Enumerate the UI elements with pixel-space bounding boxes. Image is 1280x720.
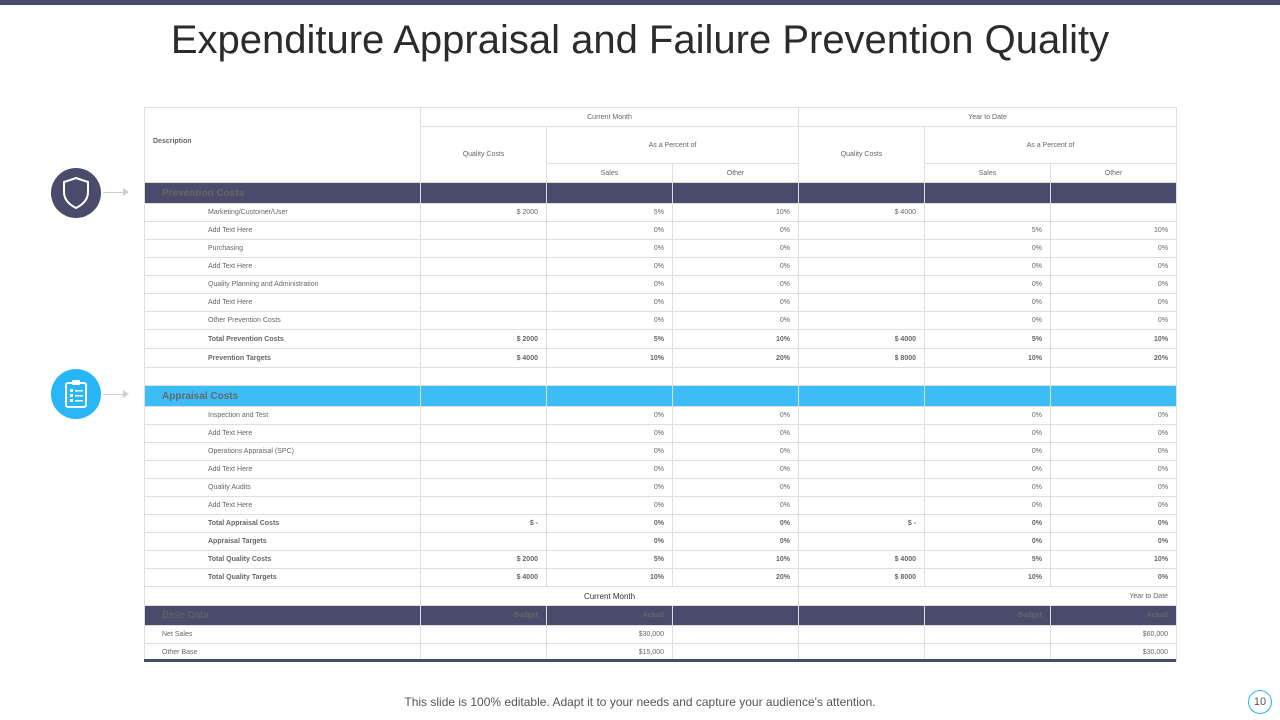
cell-cm-sales: 0% [547,515,673,533]
section-fill-cell [673,386,799,407]
cell-cm-qc [421,533,547,551]
current-month-header: Current Month [421,108,799,127]
page-number: 10 [1248,690,1272,714]
row-description: Net Sales [145,626,421,644]
row-description: Total Quality Costs [145,551,421,569]
section-fill-cell [925,183,1051,204]
cell-ytd-qc [799,222,925,240]
row-description: Add Text Here [145,497,421,515]
cell-ytd-qc [799,276,925,294]
section-fill-cell [925,386,1051,407]
cell-cm-qc [421,425,547,443]
description-header: Description [145,108,421,183]
prevention-arrow-icon [123,188,129,196]
table-row [145,312,1177,330]
cell-ytd-other: 0% [1051,258,1177,276]
cell-ytd-qc [799,497,925,515]
cell-cm-other: 0% [673,240,799,258]
cell-cm-qc: $ 2000 [421,330,547,349]
cell-cm-sales: 10% [547,569,673,587]
table-row [145,407,1177,425]
base-data-label: Base Data [145,606,421,626]
cell-ytd-sales: 5% [925,551,1051,569]
cell-cm-sales: 5% [547,551,673,569]
row-description: Add Text Here [145,294,421,312]
row-description: Total Prevention Costs [145,330,421,349]
cell-ytd-qc [799,443,925,461]
cell-ytd-actual: $60,000 [1051,626,1177,644]
cell-ytd-sales: 5% [925,330,1051,349]
cell-cm-sales: 5% [547,204,673,222]
cell-cm-actual: $30,000 [547,626,673,644]
table-row [145,294,1177,312]
prevention-section-header-label: Prevention Costs [145,183,421,204]
base-current-month-label: Current Month [421,587,799,606]
base-data-header [145,606,1177,626]
section-fill-cell [1051,386,1177,407]
table-bottom-rule [144,659,1176,662]
cell-cm-other: 0% [673,312,799,330]
cell-cm-other: 0% [673,258,799,276]
checklist-icon [51,369,101,419]
appraisal-arrow-icon [123,390,129,398]
base-year-to-date-label: Year to Date [799,587,1177,606]
cell-cm-qc [421,443,547,461]
empty-cell [799,626,925,644]
ytd-quality-costs-header: Quality Costs [799,127,925,183]
cell-ytd-qc: $ 4000 [799,551,925,569]
cell-cm-sales: 0% [547,425,673,443]
cell-ytd-other: 0% [1051,276,1177,294]
cell-cm-other: 0% [673,497,799,515]
table-row [145,461,1177,479]
table-row [145,204,1177,222]
cell-ytd-other [1051,204,1177,222]
ytd-other-header: Other [1051,164,1177,183]
empty-cell [421,368,547,386]
cm-sales-header: Sales [547,164,673,183]
cell-ytd-other: 0% [1051,461,1177,479]
row-description: Purchasing [145,240,421,258]
cell-cm-budget [421,626,547,644]
cell-cm-qc [421,312,547,330]
cell-ytd-qc [799,240,925,258]
row-description: Marketing/Customer/User [145,204,421,222]
cell-ytd-other: 10% [1051,222,1177,240]
cm-percent-header: As a Percent of [547,127,799,164]
cell-cm-qc [421,479,547,497]
cell-ytd-other: 0% [1051,533,1177,551]
table-row [145,626,1177,644]
ytd-budget-header: Budget [925,606,1051,626]
cell-ytd-actual: $30,000 [1051,644,1177,662]
table-row [145,240,1177,258]
cell-cm-other: 10% [673,551,799,569]
cell-cm-qc: $ 4000 [421,349,547,368]
cell-ytd-other: 0% [1051,407,1177,425]
cell-ytd-sales: 0% [925,312,1051,330]
row-description: Total Appraisal Costs [145,515,421,533]
cell-ytd-other: 0% [1051,497,1177,515]
cell-ytd-other: 0% [1051,240,1177,258]
cell-cm-other: 10% [673,204,799,222]
cell-cm-sales: 0% [547,443,673,461]
cell-cm-sales: 0% [547,312,673,330]
cell-ytd-sales: 0% [925,479,1051,497]
cell-cm-qc: $ 2000 [421,551,547,569]
cell-cm-qc [421,407,547,425]
row-description: Other Base [145,644,421,662]
year-to-date-header: Year to Date [799,108,1177,127]
empty-cell [673,368,799,386]
slide-title: Expenditure Appraisal and Failure Prevention Quality [170,18,1110,62]
table-row [145,425,1177,443]
cell-cm-sales: 0% [547,222,673,240]
ytd-actual-header: Actual [1051,606,1177,626]
cell-ytd-sales: 0% [925,407,1051,425]
cell-ytd-sales: 0% [925,533,1051,551]
empty-cell [799,606,925,626]
ytd-sales-header: Sales [925,164,1051,183]
cell-ytd-other: 20% [1051,349,1177,368]
cell-ytd-sales: 0% [925,461,1051,479]
cell-cm-qc [421,240,547,258]
row-description: Operations Appraisal (SPC) [145,443,421,461]
section-fill-cell [421,386,547,407]
empty-cell [673,606,799,626]
shield-icon [51,168,101,218]
cell-ytd-other: 0% [1051,425,1177,443]
cell-cm-qc: $ - [421,515,547,533]
row-description: Add Text Here [145,425,421,443]
cell-cm-other: 0% [673,425,799,443]
cell-ytd-sales: 0% [925,515,1051,533]
section-fill-cell [1051,183,1177,204]
cm-budget-header: Budget [421,606,547,626]
cell-ytd-qc [799,533,925,551]
table-row [145,276,1177,294]
empty-cell [673,626,799,644]
cell-cm-other: 0% [673,515,799,533]
cm-actual-header: Actual [547,606,673,626]
cell-cm-sales: 10% [547,349,673,368]
cell-ytd-budget [925,626,1051,644]
table-row [145,222,1177,240]
cell-ytd-sales: 0% [925,240,1051,258]
cell-ytd-other: 10% [1051,551,1177,569]
cell-cm-qc [421,258,547,276]
appraisal-section-header [145,386,1177,407]
cell-cm-qc: $ 4000 [421,569,547,587]
cell-ytd-other: 10% [1051,330,1177,349]
cell-ytd-sales: 0% [925,497,1051,515]
table-row [145,533,1177,551]
cell-cm-other: 0% [673,479,799,497]
cell-ytd-qc: $ 4000 [799,330,925,349]
cell-cm-other: 0% [673,533,799,551]
cell-ytd-qc [799,461,925,479]
cell-ytd-qc [799,425,925,443]
footer-note: This slide is 100% editable. Adapt it to your needs and capture your audience's attention. [404,695,876,709]
cell-ytd-other: 0% [1051,479,1177,497]
cm-quality-costs-header: Quality Costs [421,127,547,183]
row-description: Add Text Here [145,222,421,240]
cell-cm-other: 20% [673,569,799,587]
quality-cost-table [144,107,1177,662]
row-description: Total Quality Targets [145,569,421,587]
section-fill-cell [799,386,925,407]
empty-cell [145,368,421,386]
cell-cm-sales: 5% [547,330,673,349]
cell-cm-qc [421,276,547,294]
row-description: Add Text Here [145,258,421,276]
row-description: Quality Audits [145,479,421,497]
row-description: Other Prevention Costs [145,312,421,330]
section-fill-cell [421,183,547,204]
cell-ytd-qc [799,258,925,276]
table-row [145,515,1177,533]
cell-ytd-other: 0% [1051,443,1177,461]
cell-ytd-sales: 10% [925,569,1051,587]
cell-cm-sales: 0% [547,533,673,551]
cell-ytd-other: 0% [1051,312,1177,330]
prevention-connector [103,192,123,193]
cell-ytd-other: 0% [1051,569,1177,587]
spacer-row [145,368,1177,386]
table-row [145,479,1177,497]
table-row [145,497,1177,515]
cell-cm-qc [421,294,547,312]
cell-cm-sales: 0% [547,240,673,258]
cell-cm-qc [421,461,547,479]
cell-cm-sales: 0% [547,479,673,497]
cell-ytd-qc: $ 8000 [799,569,925,587]
cell-cm-sales: 0% [547,407,673,425]
table-row [145,443,1177,461]
cell-cm-other: 0% [673,294,799,312]
cell-cm-actual: $15,000 [547,644,673,662]
row-description: Quality Planning and Administration [145,276,421,294]
cell-cm-sales: 0% [547,497,673,515]
cell-ytd-sales [925,204,1051,222]
cell-cm-other: 20% [673,349,799,368]
cell-cm-qc [421,222,547,240]
cell-cm-sales: 0% [547,461,673,479]
row-description: Inspection and Test [145,407,421,425]
cell-cm-other: 0% [673,222,799,240]
section-fill-cell [673,183,799,204]
cell-cm-sales: 0% [547,258,673,276]
cell-cm-other: 0% [673,276,799,294]
cell-ytd-sales: 0% [925,294,1051,312]
cell-cm-sales: 0% [547,276,673,294]
cell-ytd-sales: 5% [925,222,1051,240]
cell-ytd-sales: 0% [925,276,1051,294]
row-description: Prevention Targets [145,349,421,368]
cell-ytd-qc: $ - [799,515,925,533]
empty-cell [1051,368,1177,386]
appraisal-section-header-label: Appraisal Costs [145,386,421,407]
cell-cm-other: 0% [673,407,799,425]
cell-cm-qc: $ 2000 [421,204,547,222]
cell-ytd-qc [799,312,925,330]
cell-ytd-qc [799,294,925,312]
row-description: Appraisal Targets [145,533,421,551]
prevention-section-header [145,183,1177,204]
top-accent-bar [0,0,1280,5]
cell-ytd-qc [799,407,925,425]
section-fill-cell [547,183,673,204]
ytd-percent-header: As a Percent of [925,127,1177,164]
cell-ytd-sales: 0% [925,425,1051,443]
table-row [145,330,1177,349]
cell-ytd-qc [799,479,925,497]
cell-cm-other: 10% [673,330,799,349]
cell-ytd-qc: $ 8000 [799,349,925,368]
cell-cm-sales: 0% [547,294,673,312]
cell-cm-other: 0% [673,443,799,461]
cm-other-header: Other [673,164,799,183]
table-row [145,349,1177,368]
table-row [145,258,1177,276]
empty-cell [547,368,673,386]
cell-cm-qc [421,497,547,515]
table-row [145,551,1177,569]
empty-cell [925,368,1051,386]
cell-ytd-sales: 10% [925,349,1051,368]
base-period-row [145,587,1177,606]
cell-cm-other: 0% [673,461,799,479]
row-description: Add Text Here [145,461,421,479]
cell-ytd-other: 0% [1051,294,1177,312]
cell-ytd-other: 0% [1051,515,1177,533]
empty-cell [799,368,925,386]
empty-cell [145,587,421,606]
table-row [145,569,1177,587]
section-fill-cell [799,183,925,204]
section-fill-cell [547,386,673,407]
cell-ytd-sales: 0% [925,443,1051,461]
cell-ytd-sales: 0% [925,258,1051,276]
cell-ytd-qc: $ 4000 [799,204,925,222]
appraisal-connector [103,394,123,395]
